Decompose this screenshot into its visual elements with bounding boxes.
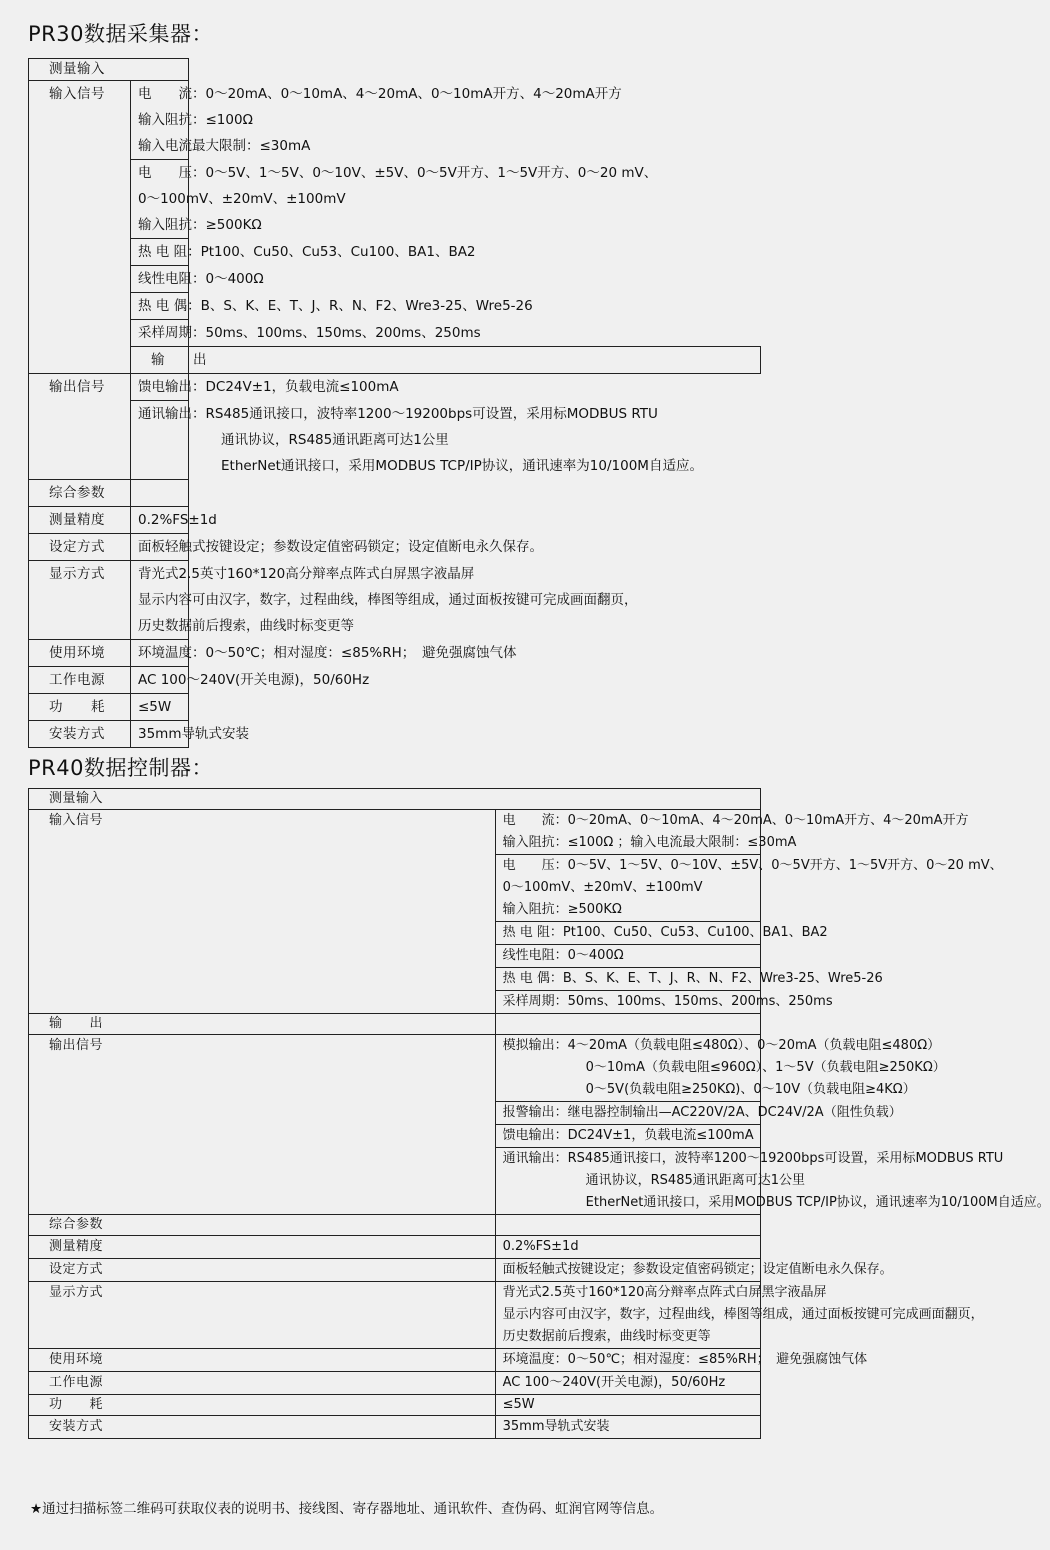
pr40-display-label: 显示方式 [29, 1282, 496, 1349]
pr40-sampling: 采样周期：50ms、100ms、150ms、200ms、250ms [495, 991, 760, 1014]
pr30-output: 输 出 [131, 347, 189, 374]
pr30-env: 环境温度：0～50℃；相对湿度：≤85%RH； 避免强腐蚀气体 [131, 640, 189, 667]
pr30-consumption: ≤5W [131, 694, 189, 721]
pr40-output: 输 出 [29, 1014, 496, 1035]
pr40-comm: 通讯输出：RS485通讯接口，波特率1200～19200bps可设置，采用标MODBUS RTU 通讯协议，RS485通讯距离可达1公里 EtherNet通讯接口，采用MODBUS TCP/IP协议，通讯速率为10/100M自适应。 [495, 1148, 760, 1215]
pr30-install: 35mm导轨式安装 [131, 721, 189, 748]
pr40-consumption-label: 功 耗 [29, 1395, 496, 1416]
pr30-rtd: 热 电 阻：Pt100、Cu50、Cu53、Cu100、BA1、BA2 [131, 239, 189, 266]
pr30-setting-label: 设定方式 [29, 534, 131, 561]
pr40-setting-label: 设定方式 [29, 1259, 496, 1282]
pr30-power-label: 工作电源 [29, 667, 131, 694]
pr40-general: 综合参数 [29, 1215, 496, 1236]
pr40-power: AC 100～240V(开关电源)，50/60Hz [495, 1372, 760, 1395]
pr30-consumption-label: 功 耗 [29, 694, 131, 721]
footnote: ★通过扫描标签二维码可获取仪表的说明书、接线图、寄存器地址、通讯软件、查伪码、虹润官网等信息。 [30, 1501, 664, 1517]
pr40-feed: 馈电输出：DC24V±1，负载电流≤100mA [495, 1125, 760, 1148]
pr40-rtd: 热 电 阻：Pt100、Cu50、Cu53、Cu100、BA1、BA2 [495, 922, 760, 945]
pr30-output-signal-label: 输出信号 [29, 374, 131, 480]
pr30-power: AC 100～240V(开关电源)，50/60Hz [131, 667, 189, 694]
pr40-current: 电 流：0～20mA、0～10mA、4～20mA、0～10mA开方、4～20mA开方 输入阻抗：≤100Ω ；输入电流最大限制：≤30mA [495, 810, 760, 855]
pr40-thermocouple: 热 电 偶：B、S、K、E、T、J、R、N、F2、Wre3-25、Wre5-26 [495, 968, 760, 991]
pr40-input-signal-label: 输入信号 [29, 810, 496, 1014]
pr40-title: PR40数据控制器： [28, 756, 213, 780]
pr30-sampling: 采样周期：50ms、100ms、150ms、200ms、250ms [131, 320, 189, 347]
pr30-measure-input: 测量输入 [29, 59, 189, 81]
pr40-display: 背光式2.5英寸160*120高分辩率点阵式白屏黑字液晶屏 显示内容可由汉字，数字，过程曲线，棒图等组成，通过面板按键可完成画面翻页， 历史数据前后搜索，曲线时标变更等 [495, 1282, 760, 1349]
pr30-thermocouple: 热 电 偶：B、S、K、E、T、J、R、N、F2、Wre3-25、Wre5-26 [131, 293, 189, 320]
pr40-env: 环境温度：0～50℃；相对湿度：≤85%RH； 避免强腐蚀气体 [495, 1349, 760, 1372]
pr30-current: 电 流：0～20mA、0～10mA、4～20mA、0～10mA开方、4～20mA开方 输入阻抗：≤100Ω 输入电流最大限制：≤30mA [131, 81, 189, 160]
pr30-voltage: 电 压：0～5V、1～5V、0～10V、±5V、0～5V开方、1～5V开方、0～20 mV、 0～100mV、±20mV、±100mV 输入阻抗：≥500KΩ [131, 160, 189, 239]
pr40-precision: 0.2%FS±1d [495, 1236, 760, 1259]
pr30-precision-label: 测量精度 [29, 507, 131, 534]
pr30-setting: 面板轻触式按键设定；参数设定值密码锁定；设定值断电永久保存。 [131, 534, 189, 561]
pr40-consumption: ≤5W [495, 1395, 760, 1416]
pr30-install-label: 安装方式 [29, 721, 131, 748]
pr40-analog: 模拟输出：4～20mA（负载电阻≤480Ω）、0～20mA（负载电阻≤480Ω） 0～10mA（负载电阻≤960Ω）、1～5V（负载电阻≥250KΩ） 0～5V(负载电阻≥250KΩ)、0～10V（负载电阻≥4KΩ） [495, 1035, 760, 1102]
pr30-general: 综合参数 [29, 480, 131, 507]
pr30-feed: 馈电输出：DC24V±1，负载电流≤100mA [131, 374, 189, 401]
pr40-install-label: 安装方式 [29, 1416, 496, 1439]
pr30-input-signal-label: 输入信号 [29, 81, 131, 374]
pr30-env-label: 使用环境 [29, 640, 131, 667]
pr40-voltage: 电 压：0～5V、1～5V、0～10V、±5V、0～5V开方、1～5V开方、0～20 mV、 0～100mV、±20mV、±100mV 输入阻抗：≥500KΩ [495, 855, 760, 922]
pr40-linear-resistance: 线性电阻：0～400Ω [495, 945, 760, 968]
pr30-linear-resistance: 线性电阻：0～400Ω [131, 266, 189, 293]
pr40-install: 35mm导轨式安装 [495, 1416, 760, 1439]
pr30-title: PR30数据采集器： [28, 22, 213, 46]
pr40-setting: 面板轻触式按键设定；参数设定值密码锁定；设定值断电永久保存。 [495, 1259, 760, 1282]
pr30-comm: 通讯输出：RS485通讯接口，波特率1200～19200bps可设置，采用标MODBUS RTU 通讯协议，RS485通讯距离可达1公里 EtherNet通讯接口，采用MODBUS TCP/IP协议，通讯速率为10/100M自适应。 [131, 401, 189, 480]
pr40-power-label: 工作电源 [29, 1372, 496, 1395]
pr30-precision: 0.2%FS±1d [131, 507, 189, 534]
pr40-output-signal-label: 输出信号 [29, 1035, 496, 1215]
pr30-display-label: 显示方式 [29, 561, 131, 640]
pr30-spec-table [28, 58, 761, 748]
pr40-measure-input: 测量输入 [29, 789, 761, 810]
pr40-alarm: 报警输出：继电器控制输出—AC220V/2A、DC24V/2A（阻性负载） [495, 1102, 760, 1125]
pr40-spec-table [28, 788, 1050, 1439]
pr40-env-label: 使用环境 [29, 1349, 496, 1372]
pr30-display: 背光式2.5英寸160*120高分辩率点阵式白屏黑字液晶屏 显示内容可由汉字，数字，过程曲线，棒图等组成，通过面板按键可完成画面翻页， 历史数据前后搜索，曲线时标变更等 [131, 561, 189, 640]
pr40-precision-label: 测量精度 [29, 1236, 496, 1259]
